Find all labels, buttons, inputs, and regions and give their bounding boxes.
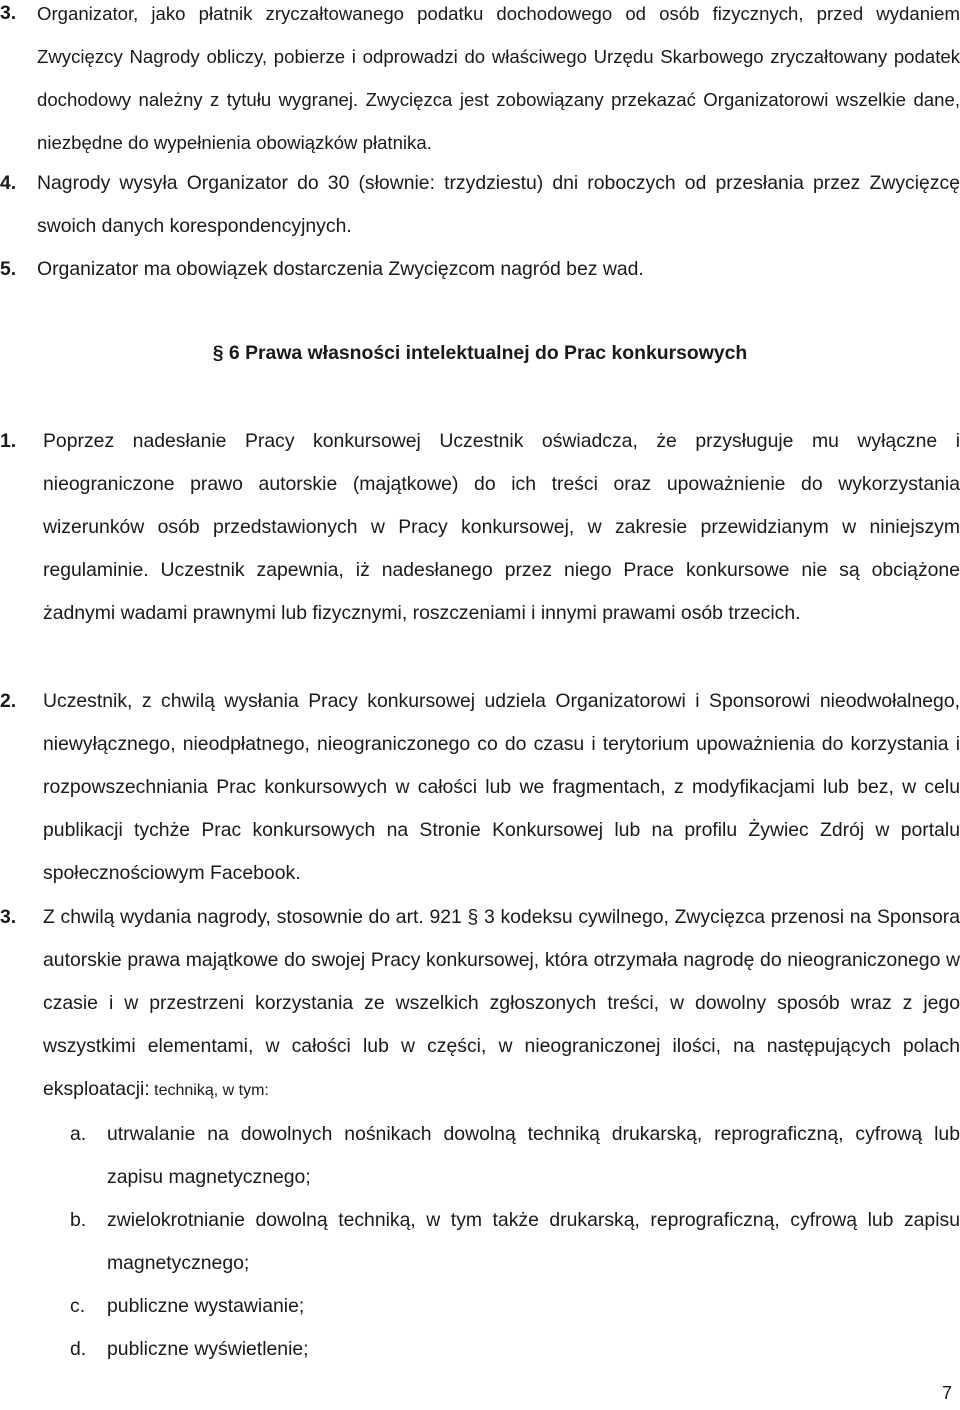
sub-item-letter: d. xyxy=(70,1338,87,1360)
item-text: Poprzez nadesłanie Pracy konkursowej Uczestnik oświadcza, że przysługuje mu wyłączne i nieograniczone prawo autorskie (majątkowe) do ich treści oraz upoważnienie do wykorzystania wizerunków osób przedstawionych w Pracy konkursowej, w zakresie przewidzianym w niniejszym regulaminie. Uczestnik zapewnia, iż nadesłanego przez niego Prace konkursowe nie są obciążone żadnymi wadami prawnymi lub fizycznymi, roszczeniami i innymi prawami osób trzecich. xyxy=(43,430,960,624)
item-text-part: Organizator, jako płatnik zryczałtowanego podatku dochodowego od osób fizycznych, przed wydaniem Zwycięzcy Nagrody obliczy, pobierze i odprowadzi do właściwego Urzędu Skarbowego zryczałtowany podatek dochodowy należny z tytułu wygranej. xyxy=(37,3,960,110)
item-number: 4. xyxy=(0,172,17,194)
list-item xyxy=(0,248,960,291)
sub-list-item xyxy=(70,1113,960,1199)
list-item xyxy=(0,680,960,895)
item-text xyxy=(37,0,960,164)
item-number: 3. xyxy=(0,906,17,928)
sub-list-item xyxy=(70,1199,960,1285)
item-number: 3. xyxy=(0,2,17,24)
page-number: 7 xyxy=(941,1383,952,1403)
item-text: Nagrody wysyła Organizator do 30 (słownie: trzydziestu) dni roboczych od przesłania przez Zwycięzcę swoich danych korespondencyjnych. xyxy=(37,172,960,237)
sub-item-letter: a. xyxy=(70,1123,87,1145)
sub-item-text: zwielokrotnianie dowolną techniką, w tym także drukarską, reprograficzną, cyfrową lub zapisu magnetycznego; xyxy=(107,1209,960,1274)
item-text: Uczestnik, z chwilą wysłania Pracy konkursowej udziela Organizatorowi i Sponsorowi nieodwołalnego, niewyłącznego, nieodpłatnego, nieograniczonego co do czasu i terytorium upoważnienia do korzystania i rozpowszechniania Prac konkursowych w całości lub we fragmentach, z modyfikacjami lub bez, w celu publikacji tychże Prac konkursowych na Stronie Konkursowej lub na profilu Żywiec Zdrój w portalu społecznościowym Facebook. xyxy=(43,690,960,884)
list-item xyxy=(0,162,960,248)
list-item xyxy=(0,420,960,635)
item-number: 5. xyxy=(0,258,17,280)
sub-item-letter: c. xyxy=(70,1295,86,1317)
item-number: 1. xyxy=(0,430,17,452)
item-text: Organizator ma obowiązek dostarczenia Zwycięzcom nagród bez wad. xyxy=(37,258,644,280)
item-text-part: techniką, w tym: xyxy=(149,1082,269,1099)
list-item xyxy=(0,0,960,164)
item-number: 2. xyxy=(0,690,17,712)
item-text-part: Z chwilą wydania nagrody, stosownie do art. 921 § 3 kodeksu cywilnego, Zwycięzca przenosi na Sponsora autorskie prawa majątkowe do swojej Pracy konkursowej, która otrzymała nagrodę do nieograniczonego w czasie i w przestrzeni korzystania ze wszelkich zgłoszonych treści, w dowolny sposób wraz z jego wszystkimi elementami, w całości lub w części, w nieograniczonej ilości, na następujących polach eksploatacji: xyxy=(43,906,960,1100)
sub-list-item xyxy=(70,1328,960,1371)
section-heading: § 6 Prawa własności intelektualnej do Prac konkursowych xyxy=(212,342,748,364)
sub-item-text: utrwalanie na dowolnych nośnikach dowolną techniką drukarską, reprograficzną, cyfrową lub zapisu magnetycznego; xyxy=(107,1123,960,1188)
sub-item-text: publiczne wyświetlenie; xyxy=(107,1338,309,1360)
item-text-part: Zwycięzca jest zobowiązany przekazać Organizatorowi wszelkie dane, niezbędne do wypełnienia obowiązków płatnika. xyxy=(37,89,960,153)
sub-item-letter: b. xyxy=(70,1209,87,1231)
sub-item-text: publiczne wystawianie; xyxy=(107,1295,305,1317)
sub-list-item xyxy=(70,1285,960,1328)
list-item xyxy=(0,896,960,1112)
item-text xyxy=(43,896,960,1112)
